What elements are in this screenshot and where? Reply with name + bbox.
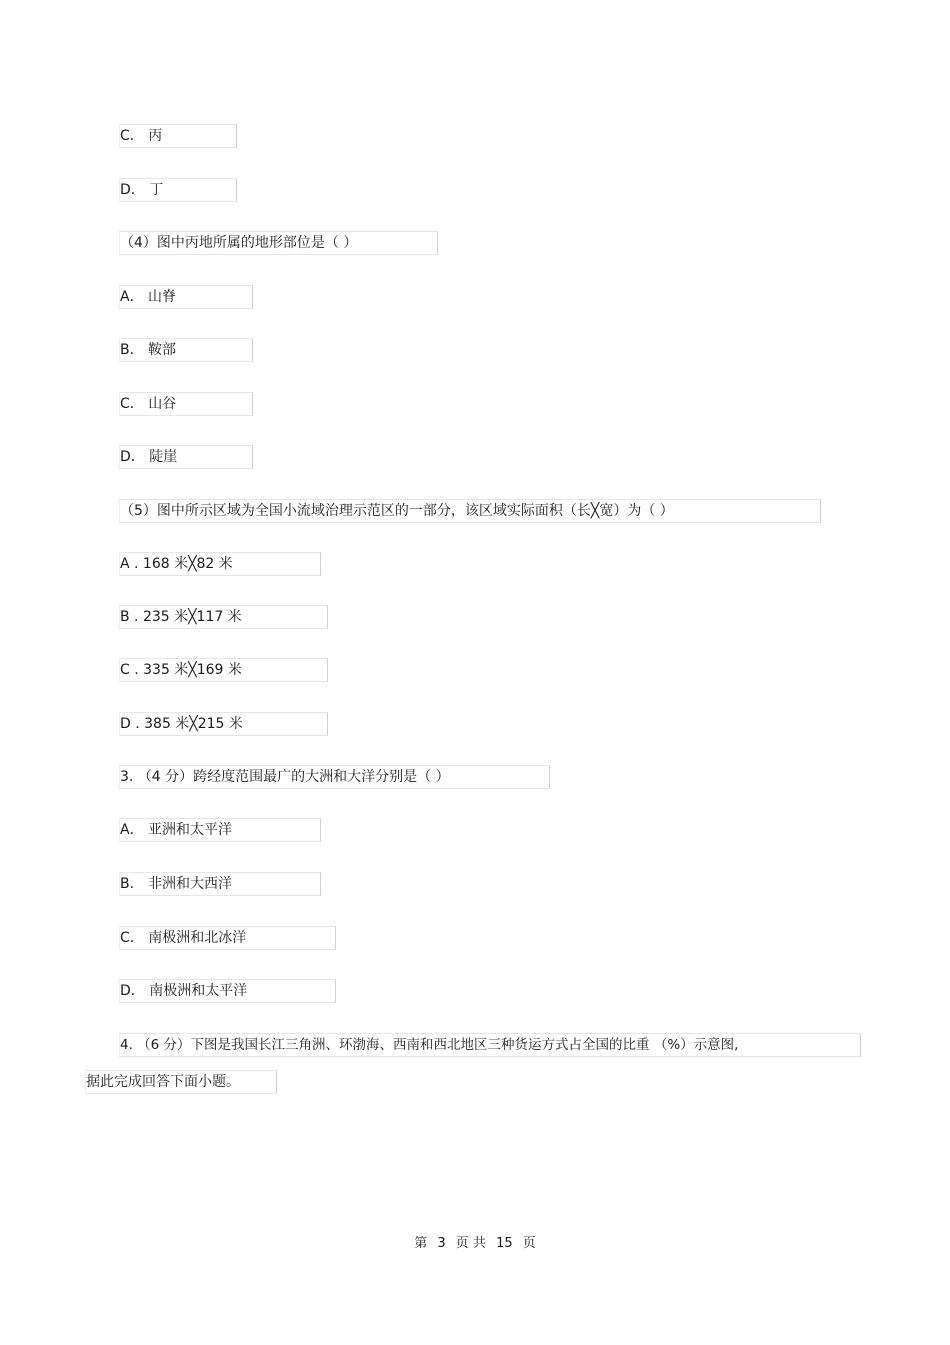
option-c: C． 丙 [119, 124, 237, 148]
option-b: B . 235 米╳117 米 [119, 605, 328, 629]
option-b: B． 鞍部 [119, 338, 253, 362]
option-c: C． 南极洲和北冰洋 [119, 926, 336, 950]
question-3-stem: 3. （4 分）跨经度范围最广的大洲和大洋分别是（ ） [119, 765, 550, 789]
footer-prefix: 第 [414, 1236, 428, 1251]
question-5-stem: （5）图中所示区域为全国小流域治理示范区的一部分，该区域实际面积（长╳宽）为（ ） [119, 499, 821, 523]
question-4-stem: （4）图中丙地所属的地形部位是（ ） [119, 231, 438, 255]
page-footer [0, 1235, 950, 1253]
option-a: A． 亚洲和太平洋 [119, 818, 321, 842]
option-b: B． 非洲和大西洋 [119, 872, 321, 896]
option-c: C . 335 米╳169 米 [119, 658, 328, 682]
option-a: A . 168 米╳82 米 [119, 552, 321, 576]
footer-total-pages: 15 [496, 1236, 513, 1251]
option-a: A． 山脊 [119, 285, 253, 309]
question-4b-stem-continued: 据此完成回答下面小题。 [85, 1070, 277, 1094]
question-4b-stem: 4. （6 分）下图是我国长江三角洲、环渤海、西南和西北地区三种货运方式占全国的比重 （%）示意图, [119, 1033, 861, 1057]
footer-suffix: 页 [522, 1236, 536, 1251]
option-c: C． 山谷 [119, 392, 253, 416]
footer-mid: 页 共 [455, 1236, 486, 1251]
footer-page-number: 3 [437, 1236, 446, 1251]
option-d: D . 385 米╳215 米 [119, 712, 328, 736]
option-d: D． 丁 [119, 178, 237, 202]
option-d: D． 南极洲和太平洋 [119, 979, 336, 1003]
option-d: D． 陡崖 [119, 445, 253, 469]
